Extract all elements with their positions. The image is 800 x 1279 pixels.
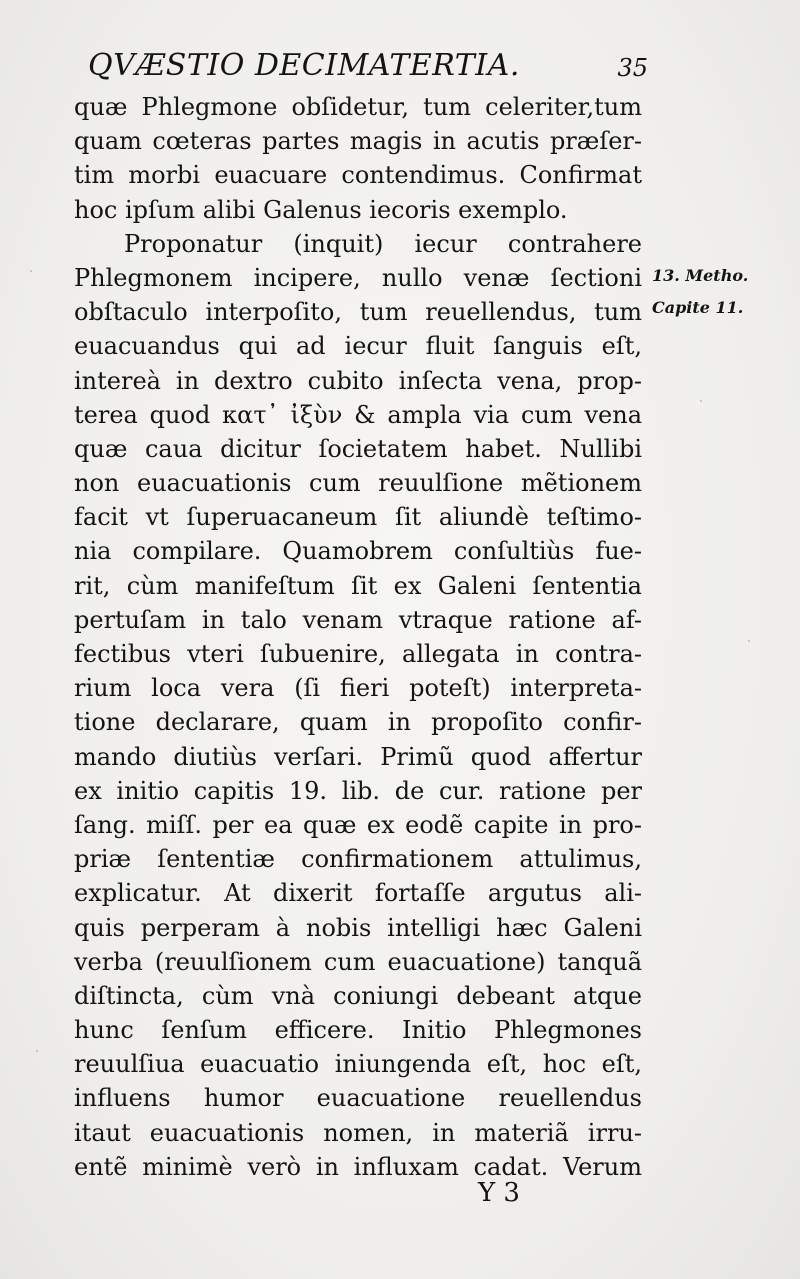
- text-line: hoc ipſum alibi Galenus iecoris exemplo.: [74, 195, 568, 224]
- text-line: obſtaculo interpoſito, tum reuellendus, tum: [74, 298, 642, 327]
- paper-speck: [748, 640, 750, 642]
- text-line: priæ ſententiæ confirmationem attulimus,: [74, 845, 642, 874]
- paper-speck: [36, 1050, 38, 1052]
- text-line: entẽ minimè verò in influxam cadat. Verum: [74, 1152, 642, 1181]
- page-number: 35: [617, 54, 648, 82]
- text-line: hunc ſenſum efficere. Initio Phlegmones: [74, 1016, 642, 1045]
- text-line: reuulſiua euacuatio iniungenda eſt, hoc eſt,: [74, 1050, 642, 1079]
- text-line: quis perperam à nobis intelligi hæc Galeni: [74, 913, 642, 942]
- text-line: explicatur. At dixerit fortaſſe argutus ali-: [74, 879, 642, 908]
- margin-note: Capite 11.: [652, 298, 744, 317]
- text-line: mando diutiùs verſari. Primũ quod affertur: [74, 742, 642, 771]
- text-line: tione declarare, quam in propoſito confir-: [74, 708, 642, 737]
- text-line: facit vt ſuperuacaneum ſit aliundè teſtimo-: [74, 503, 642, 532]
- text-line: tim morbi euacuare contendimus. Confirmat: [74, 161, 642, 190]
- text-line: ex initio capitis 19. lib. de cur. ratione per: [74, 776, 642, 805]
- margin-note: 13. Metho.: [652, 266, 749, 285]
- text-line: rit, cùm manifeſtum ſit ex Galeni ſententia: [74, 571, 642, 600]
- paper-speck: [30, 270, 32, 272]
- text-line: diſtincta, cùm vnà coniungi debeant atque: [74, 981, 642, 1010]
- page-header: [88, 48, 648, 88]
- text-line: Proponatur (inquit) iecur contrahere: [124, 229, 642, 258]
- paper-speck: [700, 400, 702, 402]
- text-line: pertuſam in talo venam vtraque ratione af-: [74, 605, 642, 634]
- text-line: quæ Phlegmone obſidetur, tum celeriter,tum: [74, 93, 642, 121]
- text-line: quæ caua dicitur ſocietatem habet. Nullibi: [74, 434, 642, 463]
- text-line: ſang. miſſ. per ea quæ ex eodẽ capite in pro-: [74, 810, 642, 839]
- text-line: Phlegmonem incipere, nullo venæ ſectioni: [74, 263, 642, 292]
- text-line: quam cœteras partes magis in acutis præſer-: [74, 127, 642, 156]
- text-line: fectibus vteri ſubuenire, allegata in contra-: [74, 640, 642, 668]
- text-line: rium loca vera (ſi fieri poteſt) interpreta-: [74, 674, 642, 703]
- signature-mark: Y 3: [478, 1178, 520, 1208]
- text-line: non euacuationis cum reuulſione mẽtionem: [74, 469, 642, 498]
- text-line: euacuandus qui ad iecur fluit ſanguis eſt,: [74, 332, 642, 361]
- text-line: verba (reuulſionem cum euacuatione) tanquã: [74, 947, 642, 976]
- text-line: intereà in dextro cubito inſecta vena, prop-: [74, 366, 642, 395]
- text-line: nia compilare. Quamobrem conſultiùs fue-: [74, 537, 642, 566]
- text-line: itaut euacuationis nomen, in materiã irru-: [74, 1118, 642, 1147]
- text-line: influens humor euacuatione reuellendus: [74, 1084, 642, 1113]
- text-line: terea quod κατ᾽ ἰξὺν & ampla via cum vena: [74, 400, 642, 429]
- running-title: QVÆSTIO DECIMATERTIA.: [88, 48, 520, 83]
- body-text: [74, 90, 642, 1184]
